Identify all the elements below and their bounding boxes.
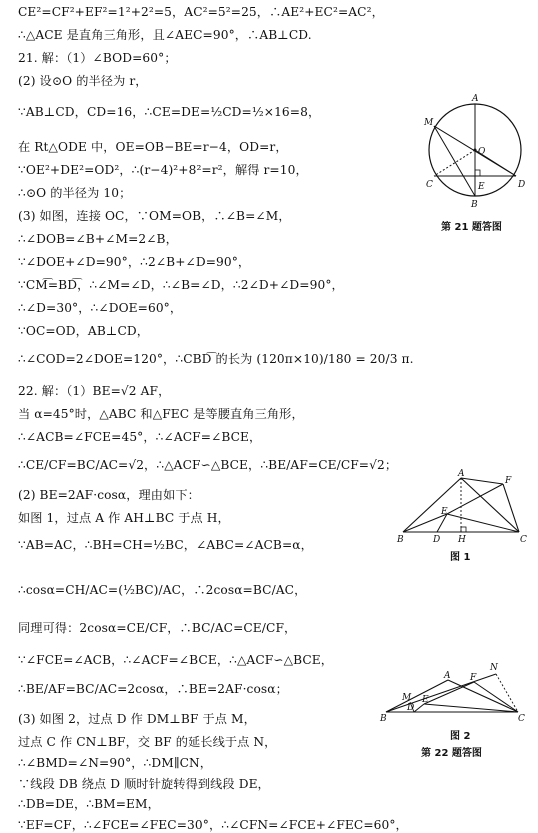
label-A: A (472, 94, 479, 104)
label-A: A (458, 469, 465, 479)
figure-22-2-diagram (378, 658, 528, 723)
solution-line-16: 22. 解：（1）BE=√2 AF， (18, 384, 171, 398)
solution-line-29: ∴∠BMD=∠N=90°，∴DM∥CN， (18, 756, 213, 770)
solution-line-23: ∴cosα=CH/AC=(½BC)/AC，∴2cosα=BC/AC， (18, 583, 307, 597)
solution-line-31: ∴DB=DE，∴BM=EM， (18, 797, 160, 811)
figure-21-caption: 第 21 题答图 (441, 222, 502, 233)
label-N: N (490, 663, 498, 673)
solution-line-21: 如图 1，过点 A 作 AH⊥BC 于点 H， (18, 511, 230, 525)
label-B: B (397, 535, 404, 545)
label-D: D (433, 535, 441, 545)
solution-line-10: ∴∠DOB=∠B+∠M=2∠B， (18, 232, 178, 246)
label-C: C (520, 535, 527, 545)
solution-line-32: ∵EF=CF，∴∠FCE=∠FEC=30°，∴∠CFN=∠FCE+∠FEC=60°， (18, 818, 408, 832)
solution-line-22: ∵AB=AC，∴BH=CH=½BC，∠ABC=∠ACB=α， (18, 538, 313, 552)
label-E: E (478, 182, 485, 192)
label-F: F (505, 476, 512, 486)
solution-line-8: ∴⊙O 的半径为 10； (18, 186, 132, 200)
label-C: C (426, 180, 433, 190)
solution-line-6: 在 Rt△ODE 中，OE=OB−BE=r−4，OD=r， (18, 140, 288, 154)
label-H: H (458, 535, 466, 545)
solution-line-12: ∵CM͡=BD͡，∴∠M=∠D，∴∠B=∠D，∴2∠D+∠D=90°， (18, 278, 344, 292)
label-E: E (422, 695, 429, 705)
solution-line-11: ∵∠DOE+∠D=90°，∴2∠B+∠D=90°， (18, 255, 251, 269)
solution-line-15: ∴∠COD=2∠DOE=120°，∴CBD͡ 的长为 (120π×10)/180 = 20/3 π. (18, 352, 414, 366)
label-B: B (471, 200, 478, 210)
solution-line-25: ∵∠FCE=∠ACB，∴∠ACF=∠BCE，∴△ACF∽△BCE， (18, 653, 334, 667)
solution-line-3: 21. 解：（1）∠BOD=60°； (18, 51, 177, 65)
label-C: C (518, 714, 525, 724)
solution-line-18: ∴∠ACB=∠FCE=45°，∴∠ACF=∠BCE， (18, 430, 262, 444)
solution-line-28: 过点 C 作 CN⊥BF，交 BF 的延长线于点 N， (18, 735, 277, 749)
solution-line-20: (2) BE=2AF·cosα，理由如下： (18, 488, 200, 502)
solution-line-19: ∴CE/CF=BC/AC=√2，∴△ACF∽△BCE，∴BE/AF=CE/CF=√2； (18, 458, 398, 472)
figure-22-caption: 第 22 题答图 (421, 748, 482, 759)
solution-line-13: ∴∠D=30°，∴∠DOE=60°， (18, 301, 183, 315)
label-A: A (444, 671, 451, 681)
solution-line-30: ∵线段 DB 绕点 D 顺时针旋转得到线段 DE， (18, 777, 270, 791)
solution-line-2: ∴△ACE 是直角三角形，且∠AEC=90°，∴AB⊥CD. (18, 28, 312, 42)
solution-line-24: 同理可得：2cosα=CE/CF，∴BC/AC=CE/CF， (18, 621, 297, 635)
solution-line-26: ∴BE/AF=BC/AC=2cosα，∴BE=2AF·cosα； (18, 682, 288, 696)
label-D: D (518, 180, 526, 190)
figure-22-2-caption: 图 2 (450, 731, 471, 742)
label-B: B (380, 714, 387, 724)
solution-line-5: ∵AB⊥CD，CD=16，∴CE=DE=½CD=½×16=8， (18, 105, 321, 119)
label-D: D (407, 703, 415, 713)
solution-line-9: (3) 如图，连接 OC，∵OM=OB，∴∠B=∠M， (18, 209, 291, 223)
solution-line-1: CE²=CF²+EF²=1²+2²=5，AC²=5²=25，∴AE²+EC²=AC²， (18, 5, 384, 19)
label-E: E (441, 507, 448, 517)
label-M: M (424, 118, 434, 128)
solution-line-17: 当 α=45°时，△ABC 和△FEC 是等腰直角三角形， (18, 407, 304, 421)
solution-line-4: (2) 设⊙O 的半径为 r， (18, 74, 148, 88)
figure-22-1-diagram (395, 470, 530, 545)
figure-22-1-caption: 图 1 (450, 552, 471, 563)
solution-line-14: ∵OC=OD，AB⊥CD， (18, 324, 150, 338)
label-M: M (402, 693, 412, 703)
solution-line-7: ∵OE²+DE²=OD²，∴(r−4)²+8²=r²，解得 r=10， (18, 163, 308, 177)
solution-line-27: (3) 如图 2，过点 D 作 DM⊥BF 于点 M， (18, 712, 256, 726)
label-O: O (478, 147, 486, 157)
figure-21-circle-diagram (420, 92, 530, 212)
label-F: F (470, 673, 477, 683)
